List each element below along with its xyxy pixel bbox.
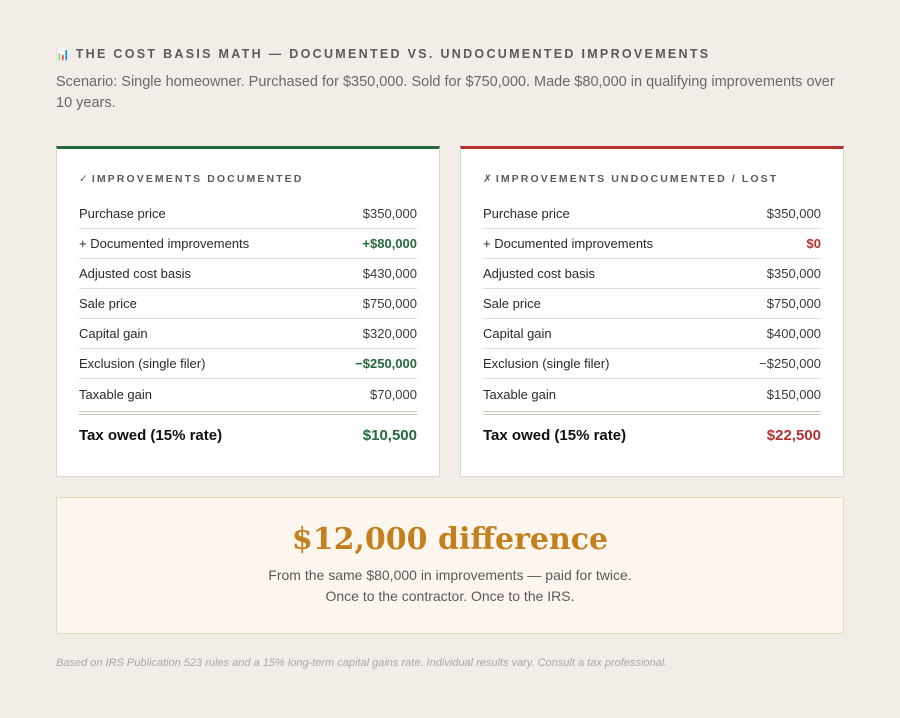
row-value: $350,000 (362, 206, 417, 221)
total-value: $10,500 (362, 427, 417, 444)
row-label: Capital gain (483, 326, 552, 341)
total-divider (483, 411, 821, 415)
total-divider (79, 411, 417, 415)
table-row (79, 199, 417, 229)
table-row (483, 259, 821, 289)
documented-title-label: IMPROVEMENTS DOCUMENTED (91, 173, 304, 185)
table-row (483, 319, 821, 349)
table-row (79, 289, 417, 319)
row-value: $0 (806, 236, 821, 251)
undocumented-title-label: IMPROVEMENTS UNDOCUMENTED / LOST (495, 173, 779, 185)
table-row (79, 259, 417, 289)
table-row (79, 379, 417, 409)
undocumented-card-title (483, 173, 821, 185)
row-value: $350,000 (766, 266, 821, 281)
table-row (483, 199, 821, 229)
footnote: Based on IRS Publication 523 rules and a 15% long-term capital gains rate. Individual results vary. Consult a tax professional. (56, 657, 668, 669)
row-label: Sale price (483, 296, 541, 311)
documented-card (56, 146, 440, 477)
row-label: Adjusted cost basis (79, 266, 192, 281)
row-label: + Documented improvements (483, 236, 654, 251)
row-value: $400,000 (766, 326, 821, 341)
row-label: Exclusion (single filer) (79, 356, 206, 371)
difference-line-2: Once to the contractor. Once to the IRS. (325, 588, 575, 604)
table-row (483, 229, 821, 259)
documented-card-title (79, 173, 417, 185)
row-label: Taxable gain (483, 386, 556, 402)
row-label: Sale price (79, 296, 137, 311)
total-value: $22,500 (766, 427, 821, 444)
row-value: $320,000 (362, 326, 417, 341)
scenario-text: Scenario: Single homeowner. Purchased for $350,000. Sold for $750,000. Made $80,000 in qualifying improvements over 10 years. (56, 74, 835, 111)
undocumented-card (460, 146, 844, 477)
row-label: Capital gain (79, 326, 148, 341)
row-value: −$250,000 (355, 356, 417, 371)
row-label: + Documented improvements (79, 236, 250, 251)
documented-total-row (79, 427, 417, 444)
section-title: THE COST BASIS MATH — DOCUMENTED VS. UNDOCUMENTED IMPROVEMENTS (75, 47, 711, 61)
difference-headline: $12,000 difference (291, 522, 609, 557)
table-row (79, 349, 417, 379)
undocumented-total-row (483, 427, 821, 444)
row-value: $350,000 (766, 206, 821, 221)
row-label: Purchase price (483, 206, 570, 221)
undocumented-rows (483, 199, 821, 409)
cross-icon: ✗ (483, 173, 492, 185)
difference-callout (56, 497, 844, 634)
section-heading (56, 47, 710, 61)
table-row (79, 319, 417, 349)
row-label: Exclusion (single filer) (483, 356, 610, 371)
row-value: $750,000 (766, 296, 821, 311)
checkmark-icon: ✓ (79, 173, 88, 185)
row-value: +$80,000 (362, 236, 417, 251)
table-row (79, 229, 417, 259)
total-label: Tax owed (15% rate) (483, 427, 627, 444)
table-row (483, 349, 821, 379)
table-row (483, 289, 821, 319)
row-label: Taxable gain (79, 386, 152, 402)
row-label: Adjusted cost basis (483, 266, 596, 281)
row-value: −$250,000 (759, 356, 821, 371)
row-value: $70,000 (370, 386, 417, 402)
row-label: Purchase price (79, 206, 166, 221)
row-value: $430,000 (362, 266, 417, 281)
bar-chart-icon: 📊 (56, 49, 70, 61)
difference-line-1: From the same $80,000 in improvements — paid for twice. (268, 567, 632, 583)
total-label: Tax owed (15% rate) (79, 427, 223, 444)
row-value: $750,000 (362, 296, 417, 311)
documented-rows (79, 199, 417, 409)
table-row (483, 379, 821, 409)
row-value: $150,000 (766, 386, 821, 402)
